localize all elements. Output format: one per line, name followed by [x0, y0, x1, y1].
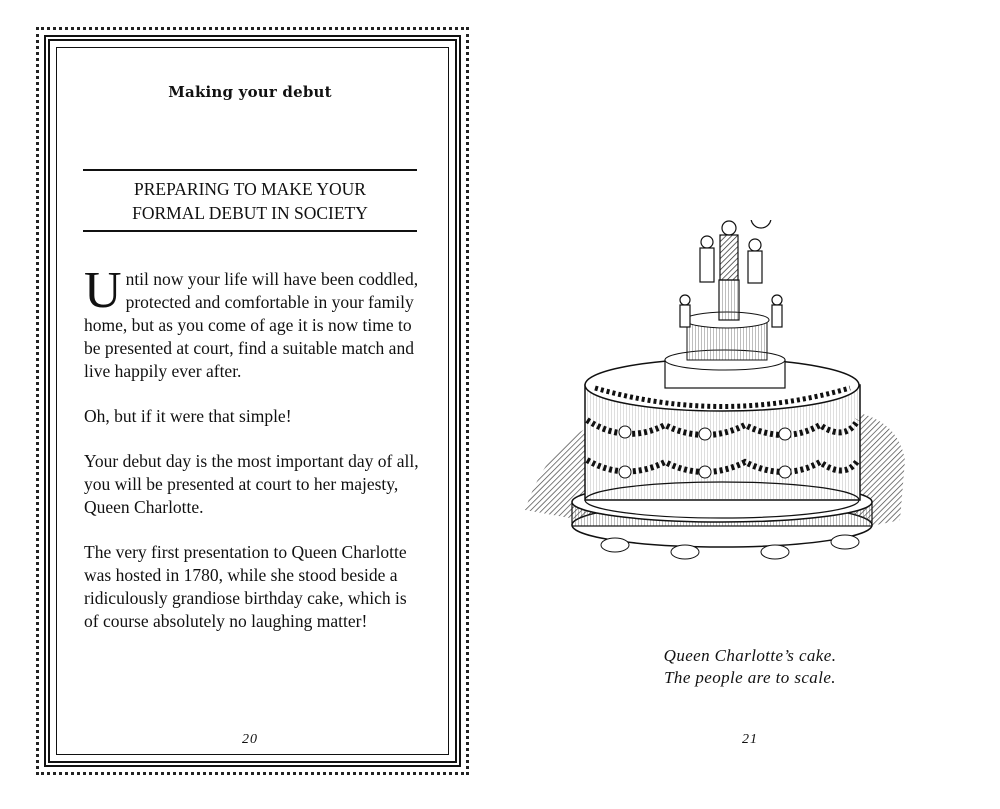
running-head: Making your debut — [168, 83, 332, 101]
caption-line-2: The people are to scale. — [664, 668, 836, 687]
paragraph-4: The very first presentation to Queen Charlotte was hosted in 1780, while she stood beside a ridiculously grandiose birthday cake, which is of course absolutely no laughing matter! — [84, 542, 407, 631]
title-rule-bottom — [83, 230, 417, 232]
page-number-right: 21 — [742, 732, 758, 747]
drop-cap: U — [84, 262, 122, 319]
caption-line-1: Queen Charlotte’s cake. — [663, 646, 837, 665]
section-title-line-1: PREPARING TO MAKE YOUR — [134, 179, 366, 199]
paragraph-2: Oh, but if it were that simple! — [84, 406, 292, 426]
paragraph-1 — [84, 262, 420, 383]
paragraph-3: Your debut day is the most important day of all, you will be presented at court to her majesty, Queen Charlotte. — [84, 451, 419, 517]
section-title — [83, 177, 417, 225]
paragraph-1-text: ntil now your life will have been coddled, protected and comfortable in your family home, but as you come of age it is now time to be presented at court, find a suitable match and live happily ever after. — [84, 269, 419, 381]
body-text — [84, 262, 420, 655]
page-number-left: 20 — [242, 732, 258, 747]
tiered-cake-illustration — [515, 220, 920, 565]
title-rule-top — [83, 169, 417, 171]
illustration-caption — [600, 645, 900, 689]
section-title-line-2: FORMAL DEBUT IN SOCIETY — [132, 203, 368, 223]
